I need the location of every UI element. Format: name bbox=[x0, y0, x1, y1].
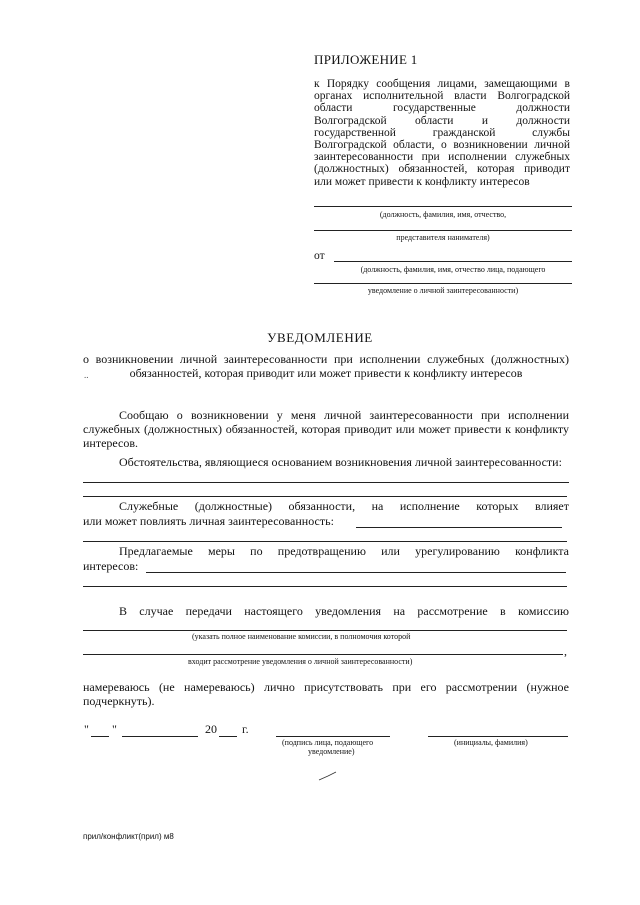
paragraph-measures: Предлагаемые меры по предотвращению или урегулированию конфликта bbox=[119, 544, 569, 558]
pen-mark-icon bbox=[318, 770, 338, 782]
subtitle-line-2: обязанностей, которая приводит или может привести к конфликту интересов bbox=[129, 366, 523, 380]
document-subtitle bbox=[83, 352, 569, 380]
paragraph-attendance: намереваюсь (не намереваюсь) лично присутствовать при его рассмотрении (нужное подчеркнуть). bbox=[83, 680, 569, 708]
commission-comma: , bbox=[564, 644, 567, 658]
duties-line-2 bbox=[83, 541, 567, 542]
recipient-caption-1: (должность, фамилия, имя, отчество, bbox=[379, 210, 507, 219]
paragraph-commission: В случае передачи настоящего уведомления на рассмотрение в комиссию bbox=[119, 604, 569, 618]
date-quote-open: " bbox=[84, 722, 89, 736]
sender-caption-2: уведомление о личной заинтересованности) bbox=[367, 286, 519, 295]
paragraph-report: Сообщаю о возникновении у меня личной заинтересованности при исполнении служебных (должностных) обязанностей, которая приводит или может привести к конфликту интересов. bbox=[83, 408, 569, 450]
date-year-prefix: 20 bbox=[205, 722, 217, 736]
sender-line-1 bbox=[334, 261, 572, 262]
signature-caption-1: (подпись лица, подающего bbox=[282, 738, 374, 747]
paragraph-measures-cont: интересов: bbox=[83, 559, 139, 573]
recipient-line-1 bbox=[314, 206, 572, 207]
from-label: от bbox=[314, 250, 325, 262]
date-quote-close: " bbox=[112, 722, 117, 736]
subtitle-dots: .. bbox=[84, 370, 89, 380]
recipient-line-2 bbox=[314, 230, 572, 231]
initials-caption: (инициалы, фамилия) bbox=[454, 738, 528, 747]
appendix-body: к Порядку сообщения лицами, замещающими в органах исполнительной власти Волгоградской области государственные должности Волгоградской области и должности государственной гражданской службы Волгоградской области, о возникновении личной заинтересованности при исполнении служебных (должностных) обязанностей, которая приводит или может привести к конфликту интересов bbox=[314, 78, 570, 188]
duties-line-1 bbox=[356, 527, 562, 528]
initials-line bbox=[428, 736, 568, 737]
document-title: УВЕДОМЛЕНИЕ bbox=[267, 330, 373, 345]
recipient-caption-2: представителя нанимателя) bbox=[396, 233, 490, 242]
paragraph-circumstances: Обстоятельства, являющиеся основанием возникновения личной заинтересованности: bbox=[119, 455, 562, 469]
commission-line-1 bbox=[83, 630, 567, 631]
paragraph-duties-cont: или может повлиять личная заинтересованность: bbox=[83, 514, 334, 528]
measures-line-1 bbox=[146, 572, 566, 573]
date-year-line bbox=[219, 736, 237, 737]
circumstances-line-1 bbox=[83, 482, 569, 483]
sender-caption-1: (должность, фамилия, имя, отчество лица, подающего bbox=[360, 265, 546, 274]
date-day-line bbox=[91, 736, 109, 737]
commission-line-2 bbox=[83, 654, 563, 655]
commission-caption-2: входит рассмотрение уведомления о личной заинтересованности) bbox=[188, 657, 413, 666]
commission-caption-1: (указать полное наименование комиссии, в полномочия которой bbox=[192, 632, 411, 641]
date-year-suffix: г. bbox=[242, 722, 249, 736]
signature-caption-2: уведомление) bbox=[308, 747, 355, 756]
signature-line bbox=[276, 736, 390, 737]
measures-line-2 bbox=[83, 586, 567, 587]
subtitle-line-1: о возникновении личной заинтересованности при исполнении служебных (должностных) bbox=[83, 352, 569, 366]
paragraph-duties: Служебные (должностные) обязанности, на исполнение которых влияет bbox=[119, 499, 569, 513]
footer-code: прил/конфликт(прил) м8 bbox=[83, 832, 174, 841]
appendix-title: ПРИЛОЖЕНИЕ 1 bbox=[314, 52, 418, 67]
circumstances-line-2 bbox=[83, 496, 567, 497]
date-month-line bbox=[122, 736, 198, 737]
sender-line-2 bbox=[314, 283, 572, 284]
